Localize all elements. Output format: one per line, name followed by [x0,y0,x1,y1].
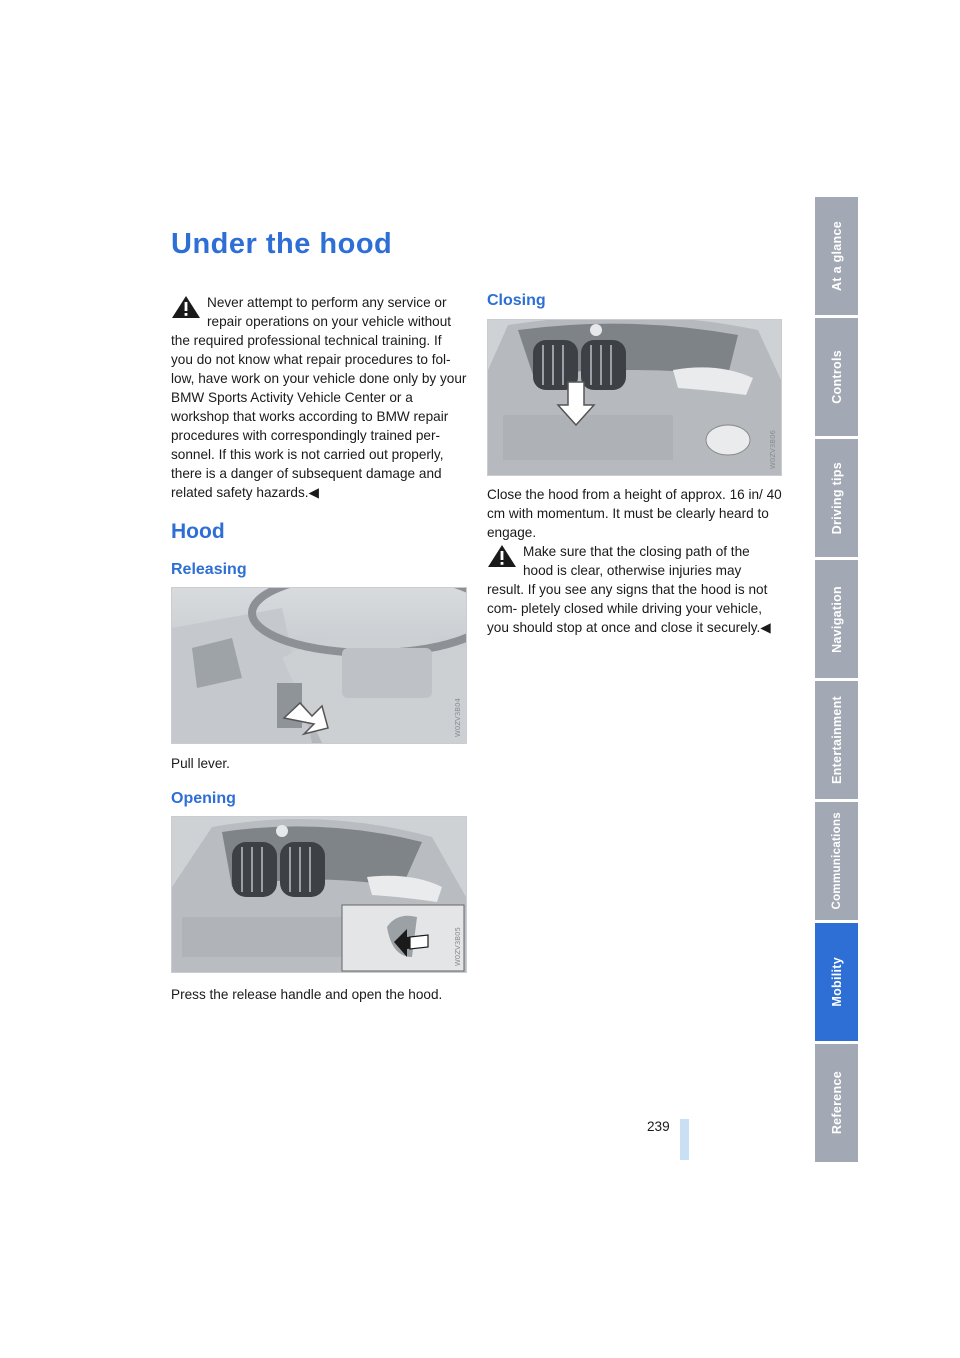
subheading-releasing: Releasing [171,561,247,578]
warning-line-2: hood is clear, otherwise injuries may [523,563,742,578]
subheading-opening: Opening [171,790,236,807]
tab-label: Reference [829,1071,844,1135]
tab-at-a-glance[interactable] [815,197,858,315]
figure-code: W0ZV3B05 [454,926,462,966]
page-number: 239 [647,1119,670,1134]
warning-text: the required professional technical training. If you do not know what repair procedures to fol- low, have work on your vehicle done only by your BMW Sports Activity Vehicle Center or a workshop that works according to BMW repair procedures with correspondingly trained per- sonnel. If this work is not carried out properly, there is a danger of subsequent damage and related safety hazards.◀ [171,333,467,500]
releasing-caption: Pull lever. [171,756,230,771]
tab-mobility[interactable] [815,923,858,1041]
closing-illustration [487,319,782,476]
subheading-closing: Closing [487,292,546,309]
page-title: Under the hood [171,228,393,260]
closing-caption: Close the hood from a height of approx. 16 in/ 40 cm with momentum. It must be clearly heard to engage. [487,487,782,540]
tab-reference[interactable] [815,1044,858,1162]
closing-warning [487,542,783,637]
warning-line-1: Never attempt to perform any service or [207,295,447,310]
tab-label: Controls [829,350,844,404]
warning-icon [487,544,517,568]
tab-controls[interactable] [815,318,858,436]
tab-label: Driving tips [829,461,844,535]
intro-warning [171,293,467,502]
chapter-tabs [815,197,858,1165]
tab-label: Communications [830,812,843,910]
tab-communications[interactable] [815,802,858,920]
figure-code: W0ZV3B06 [769,429,777,469]
tab-entertainment[interactable] [815,681,858,799]
page-marker-bar [680,1119,689,1160]
tab-driving-tips[interactable] [815,439,858,557]
warning-line-1: Make sure that the closing path of the [523,544,750,559]
releasing-illustration [171,587,467,744]
opening-illustration [171,816,467,973]
tab-label: Navigation [829,585,844,653]
opening-caption: Press the release handle and open the hood. [171,987,443,1002]
tab-label: Mobility [829,957,844,1007]
tab-label: At a glance [829,221,844,291]
figure-code: W0ZV3B04 [454,697,462,737]
warning-icon [171,295,201,319]
tab-navigation[interactable] [815,560,858,678]
section-heading-hood: Hood [171,520,225,543]
tab-label: Entertainment [829,696,844,784]
warning-text: result. If you see any signs that the hood is not com- pletely closed while driving your vehicle, you should stop at once and close it securely.◀ [487,582,771,635]
warning-line-2: repair operations on your vehicle without [207,314,452,329]
